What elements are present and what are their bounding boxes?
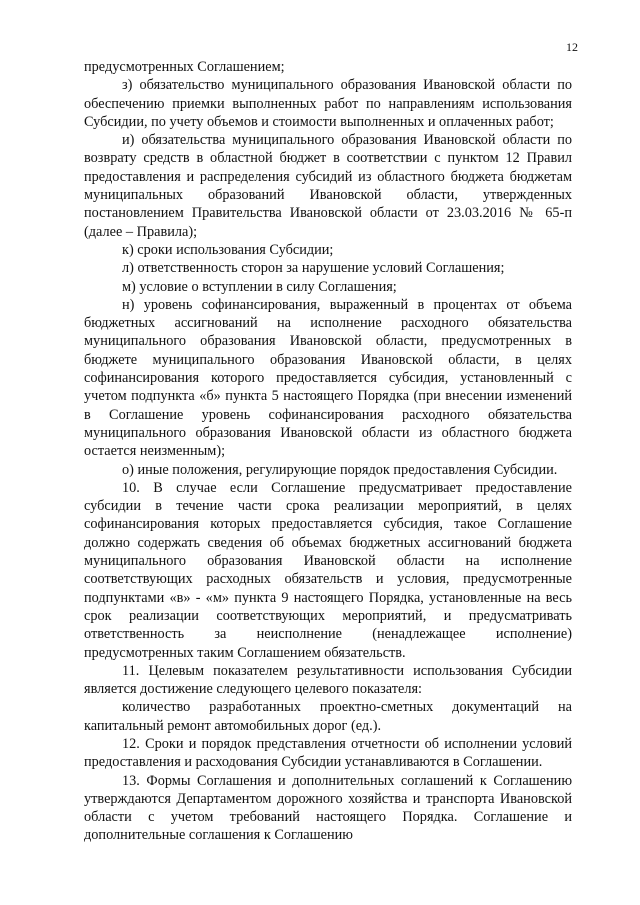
paragraph-z: з) обязательство муниципального образования Ивановской области по обеспечению приемки выполненных работ по направлениям использования Субсидии, по учету объемов и стоимости выполненных и оплаченных работ; <box>84 77 572 130</box>
paragraph-13: 13. Формы Соглашения и дополнительных соглашений к Соглашению утверждаются Департаментом дорожного хозяйства и транспорта Ивановской области с учетом требований настоящего Порядка. Соглашение и дополнительные соглашения к Соглашению <box>84 772 572 844</box>
paragraph-i: и) обязательства муниципального образования Ивановской области по возврату средств в областной бюджет в соответствии с пунктом 12 Правил предоставления и распределения субсидий из областного бюджета бюджетам муниципальных образований Ивановской области, утвержденных постановлением Правительства Ивановской области от 23.03.2016 № 65-п (далее – Правила); <box>84 132 572 240</box>
paragraph-o: о) иные положения, регулирующие порядок предоставления Субсидии. <box>122 461 558 478</box>
paragraph-11: 11. Целевым показателем результативности использования Субсидии является достижение следующего целевого показателя: <box>84 662 572 698</box>
document-body <box>84 58 572 845</box>
paragraph-continuation: предусмотренных Соглашением; <box>84 59 285 75</box>
paragraph-10: 10. В случае если Соглашение предусматривает предоставление субсидии в течение части срока реализации мероприятий, в целях софинансирования которых предоставляется субсидия, такое Соглашение должно содержать сведения об объемах бюджетных ассигнований бюджета муниципального образования Ивановской области на исполнение соответствующих расходных обязательств и условия, предусмотренные подпунктами «в» - «м» пункта 9 настоящего Порядка, установленные на весь срок реализации соответствующих мероприятий, и предусматривать ответственность за неисполнение (ненадлежащее исполнение) предусмотренных таким Соглашением обязательств. <box>84 479 572 661</box>
paragraph-k: к) сроки использования Субсидии; <box>122 241 334 258</box>
paragraph-m: м) условие о вступлении в силу Соглашения; <box>122 278 397 295</box>
paragraph-n: н) уровень софинансирования, выраженный в процентах от объема бюджетных ассигнований на исполнение расходного обязательства муниципального образования Ивановской области, предусмотренных в бюджете муниципального образования Ивановской области, в целях софинансирования которого предоставляется субсидия, установленный с учетом подпункта «б» пункта 5 настоящего Порядка (при внесении изменений в Соглашение уровень софинансирования расходного обязательства муниципального образования Ивановской области из областного бюджета остается неизменным); <box>84 296 572 460</box>
paragraph-11-indicator: количество разработанных проектно-сметных документаций на капитальный ремонт автомобильных дорог (ед.). <box>84 699 572 734</box>
page-number: 12 <box>566 40 578 54</box>
paragraph-12: 12. Сроки и порядок представления отчетности об исполнении условий предоставления и расходования Субсидии устанавливаются в Соглашении. <box>84 735 572 771</box>
paragraph-l: л) ответственность сторон за нарушение условий Соглашения; <box>122 260 505 277</box>
